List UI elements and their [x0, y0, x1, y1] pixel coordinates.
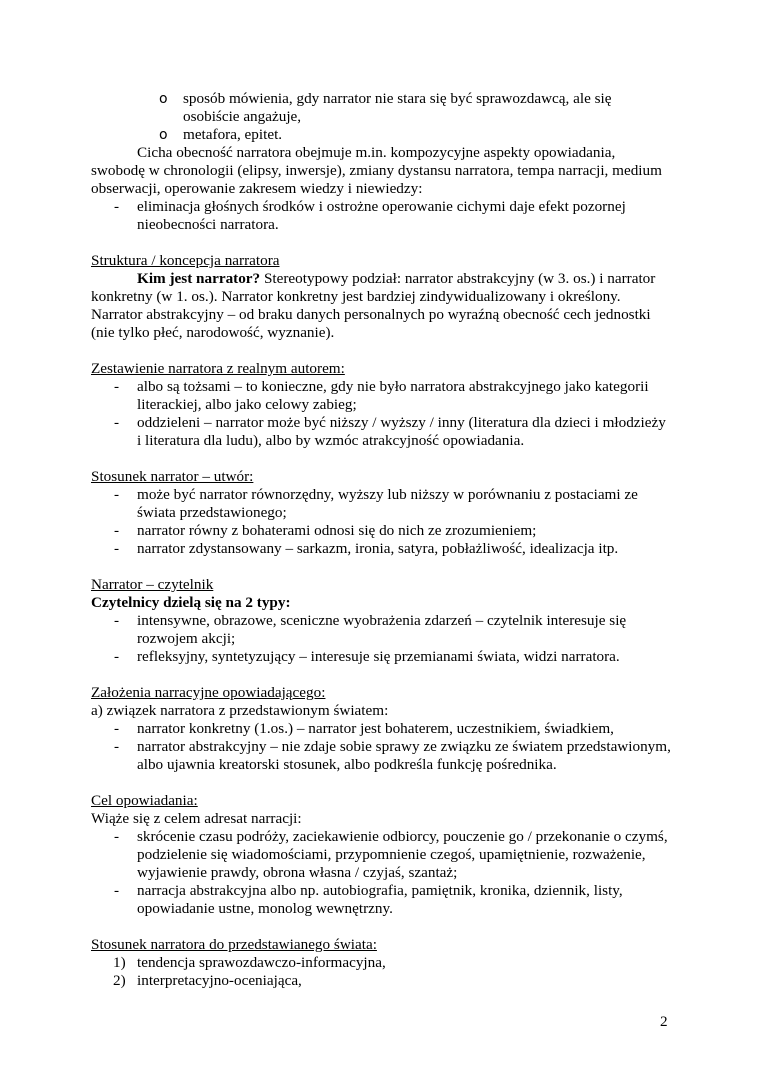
dash-bullet: - [114, 612, 120, 629]
list-item: - narrator konkretny (1.os.) – narrator jest bohaterem, uczestnikiem, świadkiem, [114, 720, 614, 737]
list-item: - albo są tożsami – to konieczne, gdy nie było narratora abstrakcyjnego jako kategorii literackiej, albo jako celowy zabieg; [114, 378, 649, 413]
list-item: - eliminacja głośnych środków i ostrożne operowanie cichymi daje efekt pozornej nieobecności narratora. [114, 198, 626, 233]
circle-bullet: o [159, 91, 168, 107]
numbered-list [91, 954, 671, 990]
heading-stosunek-swiat: Stosunek narratora do przedstawianego świata: [91, 936, 377, 953]
list-item: o sposób mówienia, gdy narrator nie stara się być sprawozdawcą, ale się osobiście angażuje, [159, 90, 612, 125]
dash-bullet: - [114, 738, 120, 755]
dash-list [91, 720, 671, 774]
dash-bullet: - [114, 414, 120, 431]
dash-bullet: - [114, 648, 120, 665]
list-item: - oddzieleni – narrator może być niższy / wyższy / inny (literatura dla dzieci i młodzieży i literatura dla ludu), albo by wzmóc atrakcyjność opowiadania. [114, 414, 666, 449]
list-item: - narrator zdystansowany – sarkazm, ironia, satyra, pobłażliwość, idealizacja itp. [114, 540, 619, 557]
dash-bullet: - [114, 522, 120, 539]
list-item: - skrócenie czasu podróży, zaciekawienie odbiorcy, pouczenie go / przekonanie o czymś, podzielenie się wiadomościami, przypomnienie czegoś, upamiętnienie, rozważenie, wyjawienie prawdy, obrona własna / czyjaś, szantaż; [114, 828, 668, 881]
dash-bullet: - [114, 486, 120, 503]
list-item: - narracja abstrakcyjna albo np. autobiografia, pamiętnik, kronika, dziennik, listy, opowiadanie ustne, monolog wewnętrzny. [114, 882, 623, 917]
dash-list [91, 612, 671, 666]
list-item: 2) interpretacyjno-oceniająca, [113, 972, 302, 989]
list-item: 1) tendencja sprawozdawczo-informacyjna, [113, 954, 386, 971]
dash-list [91, 378, 671, 450]
page-number: 2 [660, 1013, 668, 1030]
heading-struktura: Struktura / koncepcja narratora [91, 252, 280, 269]
item-number: 2) [113, 972, 126, 989]
heading-czytelnik: Narrator – czytelnik [91, 576, 214, 593]
dash-list [91, 486, 671, 558]
list-item: o metafora, epitet. [159, 126, 283, 143]
list-item: - może być narrator równorzędny, wyższy lub niższy w porównaniu z postaciami ze świata przedstawionego; [114, 486, 638, 521]
bold-lead: Kim jest narrator? [137, 270, 261, 287]
zalozenia-sub: a) związek narratora z przedstawionym światem: [91, 702, 389, 719]
document-page [91, 90, 671, 990]
dash-bullet: - [114, 720, 120, 737]
heading-stosunek-utwor: Stosunek narrator – utwór: [91, 468, 254, 485]
dash-bullet: - [114, 378, 120, 395]
heading-zalozenia: Założenia narracyjne opowiadającego: [91, 684, 326, 701]
dash-list [91, 828, 671, 918]
paragraph-cicha-obecnosc: Cicha obecność narratora obejmuje m.in. kompozycyjne aspekty opowiadania, swobodę w chronologii (elipsy, inwersje), zmiany dystansu narratora, tempa narracji, medium obserwacji, operowanie zakresem wiedzy i niewiedzy: [91, 144, 662, 197]
list-item: - intensywne, obrazowe, sceniczne wyobrażenia zdarzeń – czytelnik interesuje się rozwojem akcji; [114, 612, 627, 647]
heading-cel: Cel opowiadania: [91, 792, 198, 809]
dash-bullet: - [114, 540, 120, 557]
dash-bullet: - [114, 198, 120, 215]
czytelnicy-bold-line: Czytelnicy dzielą się na 2 typy: [91, 594, 291, 611]
circle-list [91, 90, 671, 144]
circle-bullet: o [159, 127, 168, 143]
item-number: 1) [113, 954, 126, 971]
dash-bullet: - [114, 882, 120, 899]
list-item: - narrator abstrakcyjny – nie zdaje sobie sprawy ze związku ze światem przedstawionym, albo ujawnia kreatorski stosunek, albo podkreśla funkcję pośrednika. [114, 738, 671, 773]
paragraph-struktura: Kim jest narrator? Stereotypowy podział: narrator abstrakcyjny (w 3. os.) i narrator konkretny (w 1. os.). Narrator konkretny jest bardziej zindywidualizowany i określony. Narrator abstrakcyjny – od braku danych personalnych po wyraźną obecność cech jednostki (nie tylko płeć, narodowość, wyznanie). [91, 270, 656, 341]
list-item: - refleksyjny, syntetyzujący – interesuje się przemianami świata, widzi narratora. [114, 648, 620, 665]
list-item: - narrator równy z bohaterami odnosi się do nich ze zrozumieniem; [114, 522, 537, 539]
heading-zestawienie: Zestawienie narratora z realnym autorem: [91, 360, 345, 377]
dash-bullet: - [114, 828, 120, 845]
dash-list [91, 198, 671, 234]
cel-sub: Wiąże się z celem adresat narracji: [91, 810, 302, 827]
